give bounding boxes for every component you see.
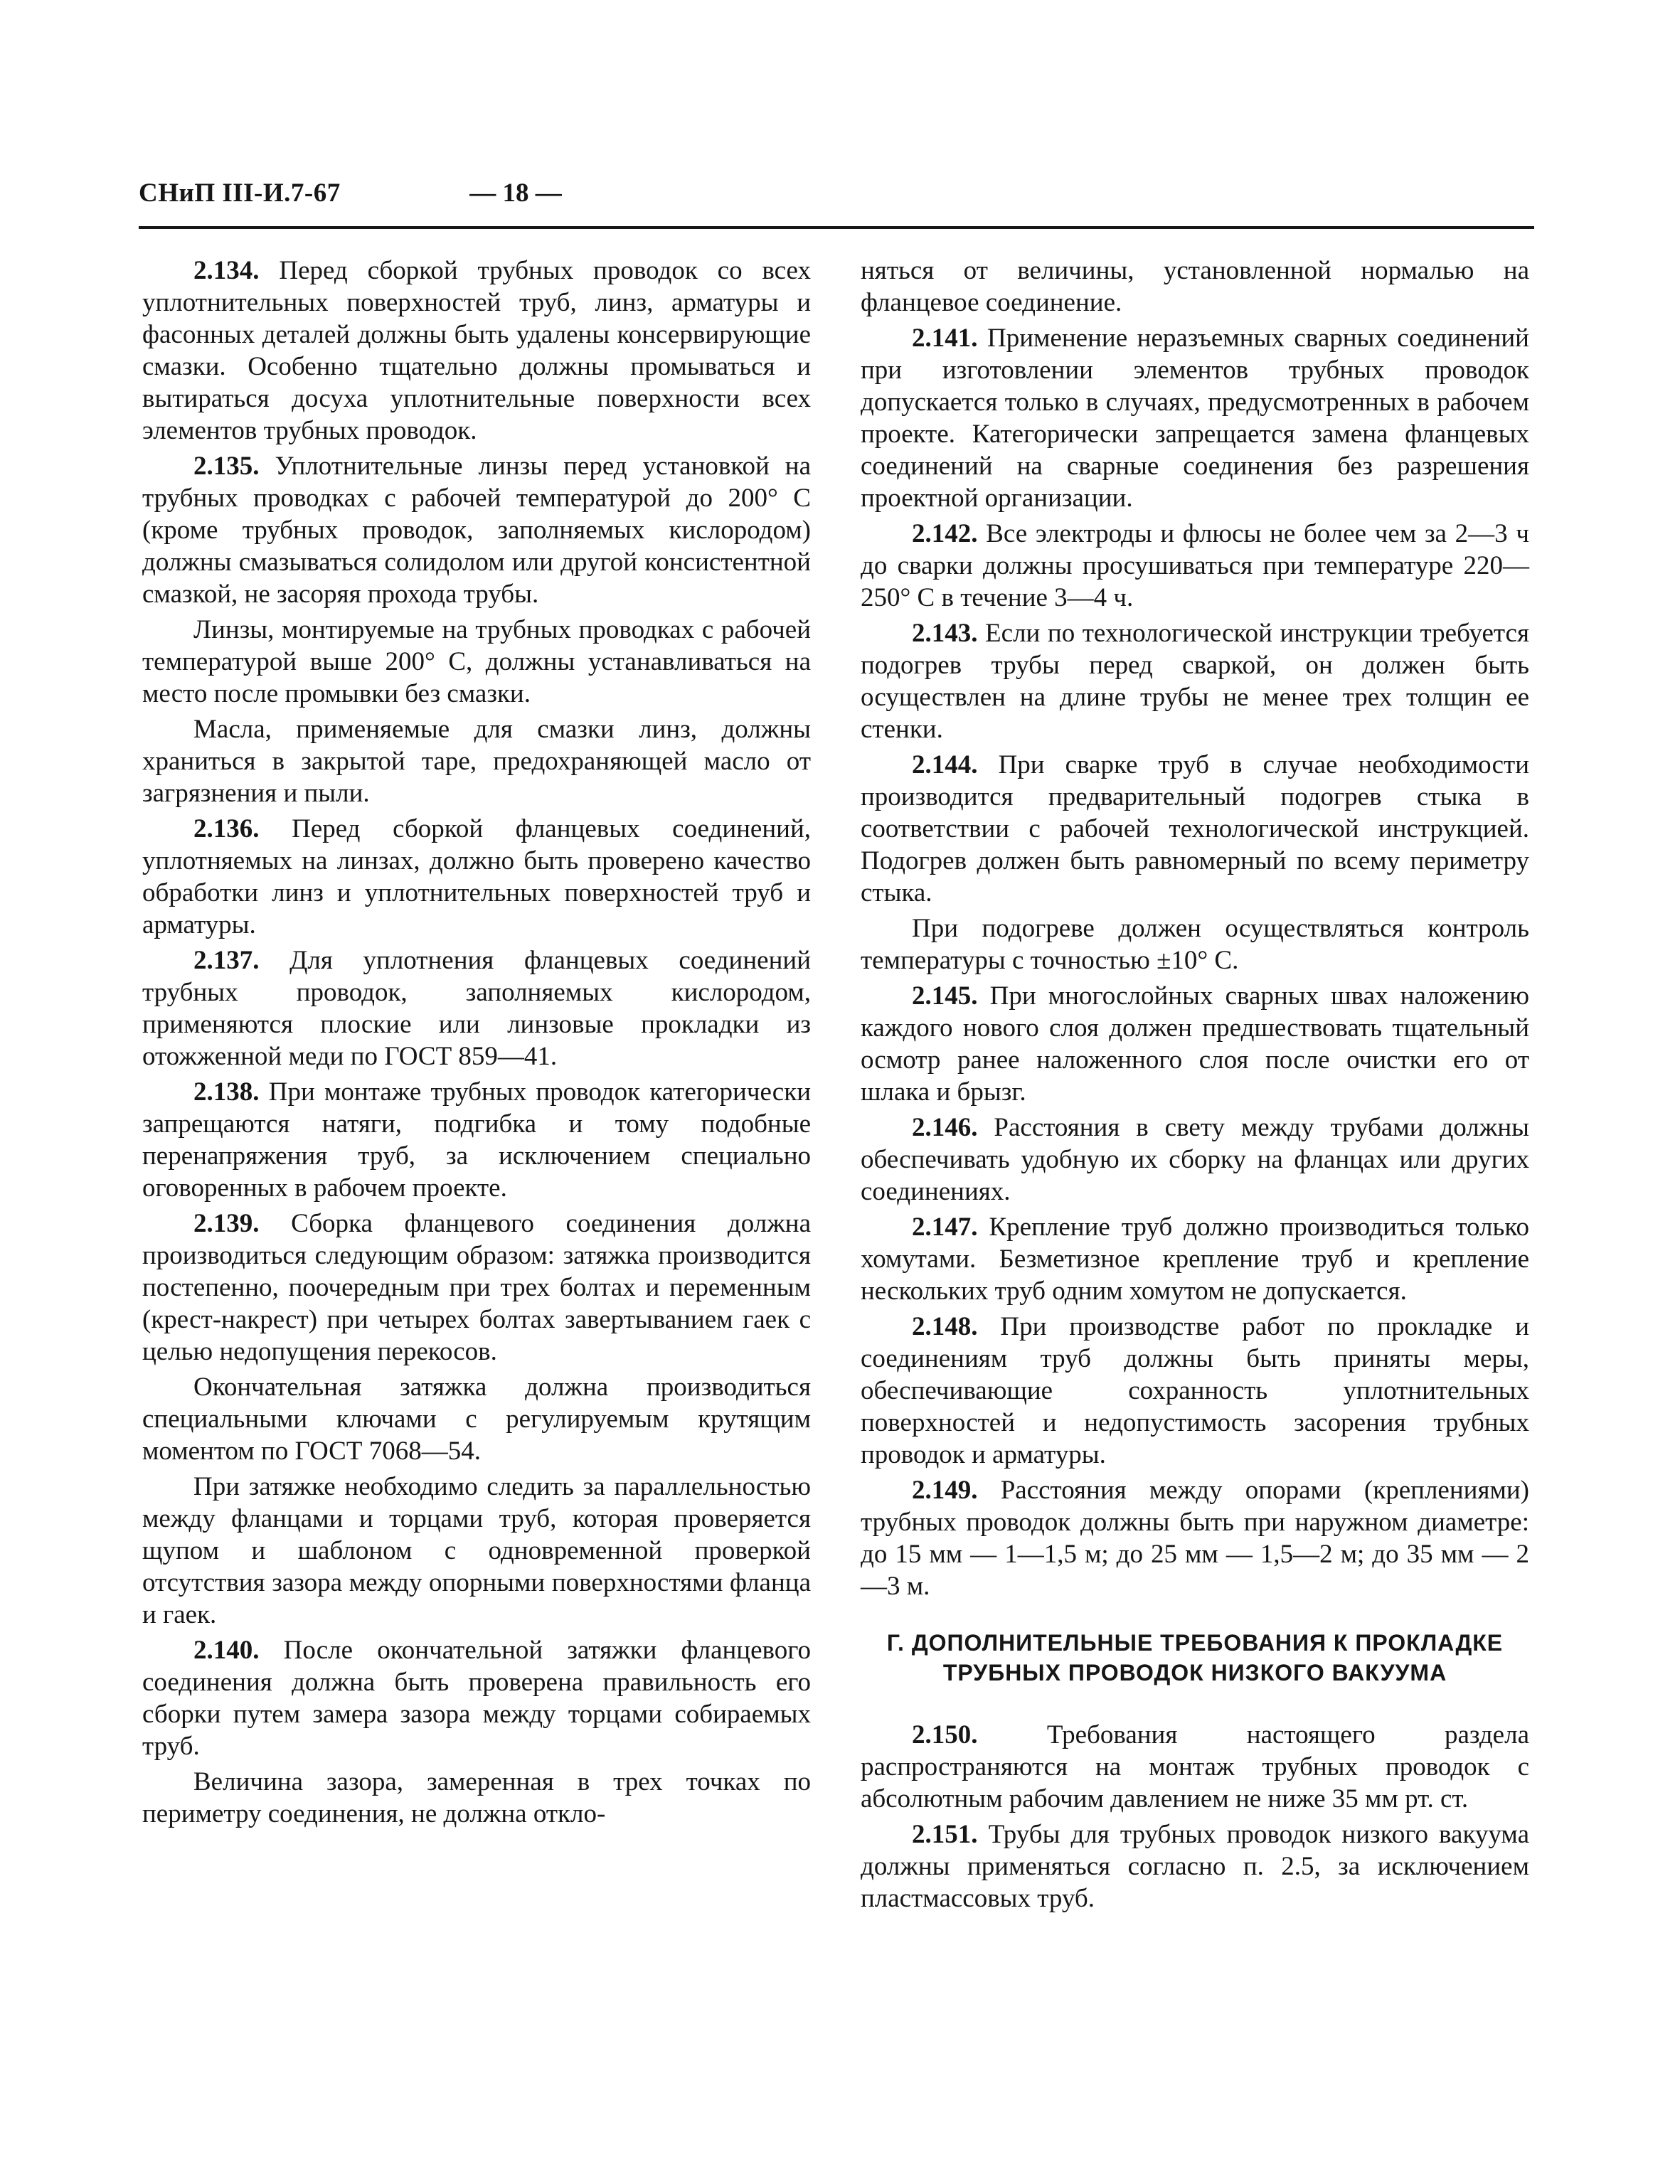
- section-heading: Г. ДОПОЛНИТЕЛЬНЫЕ ТРЕБОВАНИЯ К ПРОКЛАДКЕ ТРУБНЫХ ПРОВОДОК НИЗКОГО ВАКУУМА: [886, 1630, 1504, 1685]
- clause-number: 2.134.: [193, 256, 260, 285]
- paragraph-text: При затяжке необходимо следить за параллельностью между фланцами и торцами труб, которая проверяется щупом и шаблоном с одновременной проверкой отсутствия зазора между опорными поверхностями фланца и гаек.: [142, 1472, 811, 1629]
- paragraph-text: Окончательная затяжка должна производиться специальными ключами с регулируемым крутящим моментом по ГОСТ 7068—54.: [142, 1373, 811, 1466]
- paragraph-text: Величина зазора, замеренная в трех точках по периметру соединения, не должна откло-: [142, 1767, 811, 1828]
- document-code: СНиП III-И.7-67: [139, 179, 341, 208]
- paragraph-text: Масла, применяемые для смазки линз, должны храниться в закрытой таре, предохраняющей масло от загрязнения и пыли.: [142, 715, 811, 808]
- paragraph-text: Перед сборкой фланцевых соединений, уплотняемых на линзах, должно быть проверено качество обработки линз и уплотнительных поверхностей труб и арматуры.: [142, 814, 811, 939]
- paragraph-2-145: [861, 980, 1529, 1108]
- clause-number: 2.146.: [912, 1113, 978, 1142]
- page-header: [139, 178, 1533, 220]
- clause-number: 2.144.: [912, 750, 978, 779]
- paragraph-2-134: [142, 255, 811, 447]
- paragraph-text: При многослойных сварных швах наложению каждого нового слоя должен предшествовать тщательный осмотр ранее наложенного слоя после очистки его от шлака и брызг.: [861, 981, 1529, 1107]
- paragraph-text: Крепление труб должно производиться только хомутами. Безметизное крепление труб и крепление нескольких труб одним хомутом не допускается.: [861, 1213, 1529, 1306]
- paragraph-text: При монтаже трубных проводок категорически запрещаются натяги, подгибка и тому подобные перенапряжения труб, за исключением специально оговоренных в рабочем проекте.: [142, 1077, 811, 1203]
- paragraph-text: Трубы для трубных проводок низкого вакуума должны применяться согласно п. 2.5, за исключением пластмассовых труб.: [861, 1820, 1529, 1913]
- clause-number: 2.149.: [912, 1476, 978, 1505]
- paragraph-2-139: [142, 1208, 811, 1368]
- paragraph-text: При сварке труб в случае необходимости производится предварительный подогрев стыка в соответствии с рабочей технологической инструкцией. Подогрев должен быть равномерный по всему периметру стыка.: [861, 750, 1529, 907]
- clause-number: 2.147.: [912, 1213, 978, 1242]
- page-number: — 18 —: [469, 179, 562, 208]
- header-rule: [139, 226, 1534, 229]
- left-column: [142, 255, 811, 1830]
- paragraph-parallelism: [142, 1471, 811, 1631]
- clause-number: 2.145.: [912, 981, 978, 1011]
- paragraph-gap-size: [142, 1766, 811, 1830]
- paragraph-2-150: [861, 1719, 1529, 1815]
- paragraph-preheat-control: [861, 912, 1529, 976]
- paragraph-2-144: [861, 749, 1529, 909]
- paragraph-text: Перед сборкой трубных проводок со всех уплотнительных поверхностей труб, линз, арматуры и фасонных деталей должны быть удалены консервирующие смазки. Особенно тщательно должны промываться и вытираться досуха уплотнительные поверхности всех элементов трубных проводок.: [142, 256, 811, 445]
- clause-number: 2.135.: [193, 452, 260, 481]
- paragraph-2-138: [142, 1076, 811, 1204]
- paragraph-oils-storage: [142, 713, 811, 809]
- paragraph-text: Расстояния в свету между трубами должны обеспечивать удобную их сборку на фланцах или других соединениях.: [861, 1113, 1529, 1206]
- right-column: [861, 255, 1529, 1914]
- paragraph-text: Требования настоящего раздела распространяются на монтаж трубных проводок с абсолютным рабочим давлением не ниже 35 мм рт. ст.: [861, 1720, 1529, 1813]
- clause-number: 2.137.: [193, 946, 260, 975]
- paragraph-2-146: [861, 1112, 1529, 1208]
- paragraph-2-142: [861, 518, 1529, 614]
- paragraph-continuation: [861, 255, 1529, 319]
- clause-number: 2.141.: [912, 324, 978, 353]
- clause-number: 2.148.: [912, 1312, 978, 1341]
- paragraph-2-143: [861, 617, 1529, 745]
- paragraph-text: После окончательной затяжки фланцевого соединения должна быть проверена правильность его сборки путем замера зазора между торцами собираемых труб.: [142, 1636, 811, 1761]
- paragraph-text: При подогреве должен осуществляться контроль температуры с точностью ±10° С.: [861, 914, 1529, 975]
- clause-number: 2.150.: [912, 1720, 978, 1749]
- paragraph-text: няться от величины, установленной нормалью на фланцевое соединение.: [861, 256, 1529, 317]
- paragraph-text: Сборка фланцевого соединения должна производиться следующим образом: затяжка производится постепенно, поочередным при трех болтах и переменным (крест-накрест) при четырех болтах завертыванием гаек с целью недопущения перекосов.: [142, 1209, 811, 1366]
- paragraph-2-136: [142, 813, 811, 941]
- clause-number: 2.142.: [912, 519, 978, 548]
- paragraph-text: Применение неразъемных сварных соединений при изготовлении элементов трубных проводок допускается только в случаях, предусмотренных в рабочем проекте. Категорически запрещается замена фланцевых соединений на сварные соединения без разрешения проектной организации.: [861, 324, 1529, 513]
- paragraph-text: Все электроды и флюсы не более чем за 2—3 ч до сварки должны просушиваться при температуре 220—250° С в течение 3—4 ч.: [861, 519, 1529, 612]
- clause-number: 2.138.: [193, 1077, 260, 1107]
- paragraph-text: При производстве работ по прокладке и соединениям труб должны быть приняты меры, обеспечивающие сохранность уплотнительных поверхностей и недопустимость засорения трубных проводок и арматуры.: [861, 1312, 1529, 1469]
- paragraph-2-140: [142, 1634, 811, 1762]
- clause-number: 2.139.: [193, 1209, 260, 1238]
- paragraph-text: Расстояния между опорами (креплениями) трубных проводок должны быть при наружном диаметре: до 15 мм — 1—1,5 м; до 25 мм — 1,5—2 м; до 35 мм — 2—3 м.: [861, 1476, 1529, 1601]
- paragraph-2-149: [861, 1474, 1529, 1602]
- paragraph-2-137: [142, 944, 811, 1072]
- paragraph-2-147: [861, 1211, 1529, 1307]
- paragraph-2-148: [861, 1311, 1529, 1471]
- paragraph-text: Если по технологической инструкции требуется подогрев трубы перед сваркой, он должен быть осуществлен на длине трубы не менее трех толщин ее стенки.: [861, 619, 1529, 744]
- clause-number: 2.140.: [193, 1636, 260, 1665]
- paragraph-2-151: [861, 1818, 1529, 1914]
- paragraph-text: Для уплотнения фланцевых соединений трубных проводок, заполняемых кислородом, применяются плоские или линзовые прокладки из отожженной меди по ГОСТ 859—41.: [142, 946, 811, 1071]
- clause-number: 2.143.: [912, 619, 978, 648]
- paragraph-2-141: [861, 322, 1529, 514]
- paragraph-final-tightening: [142, 1371, 811, 1467]
- clause-number: 2.151.: [912, 1820, 978, 1849]
- paragraph-text: Уплотнительные линзы перед установкой на трубных проводках с рабочей температурой до 200° С (кроме трубных проводок, заполняемых кислородом) должны смазываться солидолом или другой консистентной смазкой, не засоряя прохода трубы.: [142, 452, 811, 609]
- paragraph-lenses-above-200: [142, 614, 811, 710]
- paragraph-2-135: [142, 450, 811, 610]
- clause-number: 2.136.: [193, 814, 260, 843]
- paragraph-text: Линзы, монтируемые на трубных проводках с рабочей температурой выше 200° С, должны устанавливаться на место после промывки без смазки.: [142, 615, 811, 708]
